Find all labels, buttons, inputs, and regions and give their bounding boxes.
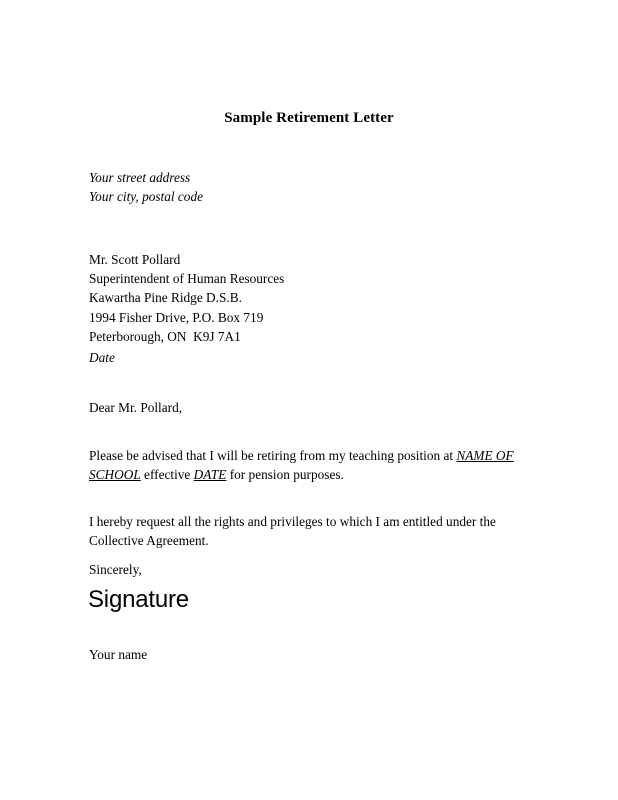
recipient-city-province-postal: Peterborough, ON K9J 7A1 [89, 328, 241, 344]
date-line [89, 348, 531, 367]
recipient-address-block [89, 250, 531, 346]
paragraph1-text-intro: Please be advised that I will be retiring from my teaching position at [89, 448, 457, 463]
recipient-street: 1994 Fisher Drive, P.O. Box 719 [89, 309, 264, 325]
closing-salutation: Sincerely, [89, 562, 142, 577]
page-title: Sample Retirement Letter [224, 110, 394, 126]
sender-city-postal: Your city, postal code [89, 189, 204, 205]
recipient-organization: Kawartha Pine Ridge D.S.B. [89, 290, 242, 306]
sender-name-placeholder: Your name [89, 647, 148, 662]
sender-address-block [89, 168, 531, 206]
signature-placeholder: Signature [88, 586, 189, 613]
salutation: Dear Mr. Pollard, [89, 400, 183, 415]
date-placeholder: Date [89, 350, 115, 365]
recipient-title: Superintendent of Human Resources [89, 271, 285, 287]
recipient-name: Mr. Scott Pollard [89, 252, 181, 267]
effective-date-placeholder: DATE [193, 467, 227, 483]
body-paragraph-2: I hereby request all the rights and privileges to which I am entitled under the Collective Agreement. [89, 514, 496, 549]
paragraph1-text-outro: for pension purposes. [226, 467, 344, 483]
paragraph1-text-effective: effective [140, 467, 194, 483]
school-name-placeholder: NAME OF SCHOOL [89, 448, 514, 483]
sender-street-address: Your street address [89, 170, 191, 185]
body-paragraph-1 [89, 446, 531, 484]
